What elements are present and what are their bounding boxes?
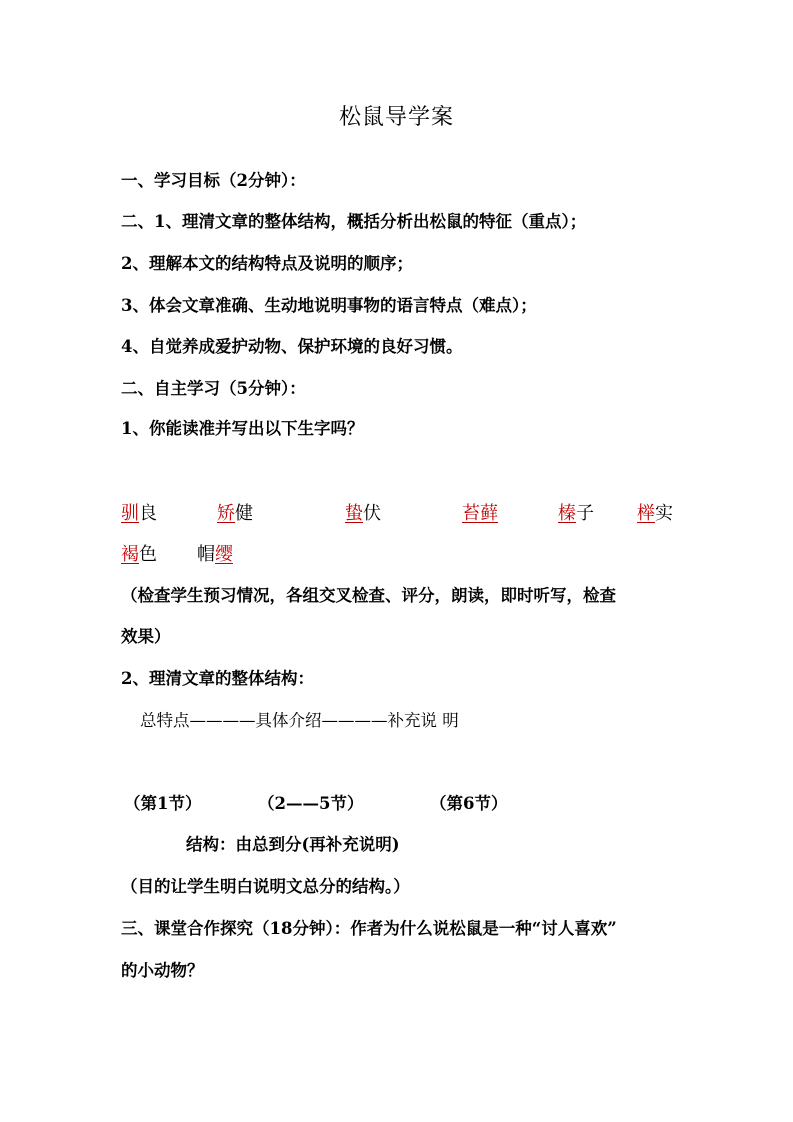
- vocab-word-7: 褐色: [121, 544, 157, 565]
- check-note-line-2: 效果）: [121, 627, 171, 646]
- objective-item-4: 4、自觉养成爱护动物、保护环境的良好习惯。: [121, 337, 463, 356]
- section-label-2: （2——5节）: [258, 794, 364, 813]
- vocab-word-8: 帽缨: [197, 544, 233, 565]
- section-label-3: （第6节）: [430, 794, 508, 813]
- vocab-word-2: 矫健: [217, 503, 253, 524]
- vocab-word-3: 蛰伏: [345, 503, 381, 524]
- structure-summary: 结构：由总到分(再补充说明): [186, 835, 400, 854]
- structure-flow: 总特点————具体介绍————补充说 明: [140, 711, 459, 730]
- self-study-heading: 二、自主学习（5分钟）：: [121, 379, 306, 398]
- vocab-word-1: 驯良: [121, 503, 157, 524]
- section-label-1: （第1节）: [124, 794, 202, 813]
- check-note-line-1: （检查学生预习情况，各组交叉检查、评分，朗读，即时听写，检查: [121, 586, 616, 605]
- explore-line-1: 三、课堂合作探究（18分钟）：作者为什么说松鼠是一种“讨人喜欢”: [121, 919, 617, 938]
- vocab-word-6: 榉实: [637, 503, 673, 524]
- objective-item-1: 二、1、理清文章的整体结构，概括分析出松鼠的特征（重点）；: [121, 212, 587, 231]
- page-title: 松鼠导学案: [338, 105, 454, 130]
- vocab-word-4: 苔藓: [462, 503, 498, 524]
- question-1: 1、你能读准并写出以下生字吗？: [121, 419, 364, 438]
- objectives-heading: 一、学习目标（2分钟）：: [121, 171, 306, 190]
- objective-item-2: 2、理解本文的结构特点及说明的顺序；: [121, 254, 413, 273]
- question-2: 2、理清文章的整体结构：: [121, 669, 314, 688]
- purpose-note: （目的让学生明白说明文总分的结构。）: [121, 877, 410, 896]
- vocab-word-5: 榛子: [558, 503, 594, 524]
- objective-item-3: 3、体会文章准确、生动地说明事物的语言特点（难点）；: [121, 296, 537, 315]
- explore-line-2: 的小动物？: [121, 961, 204, 980]
